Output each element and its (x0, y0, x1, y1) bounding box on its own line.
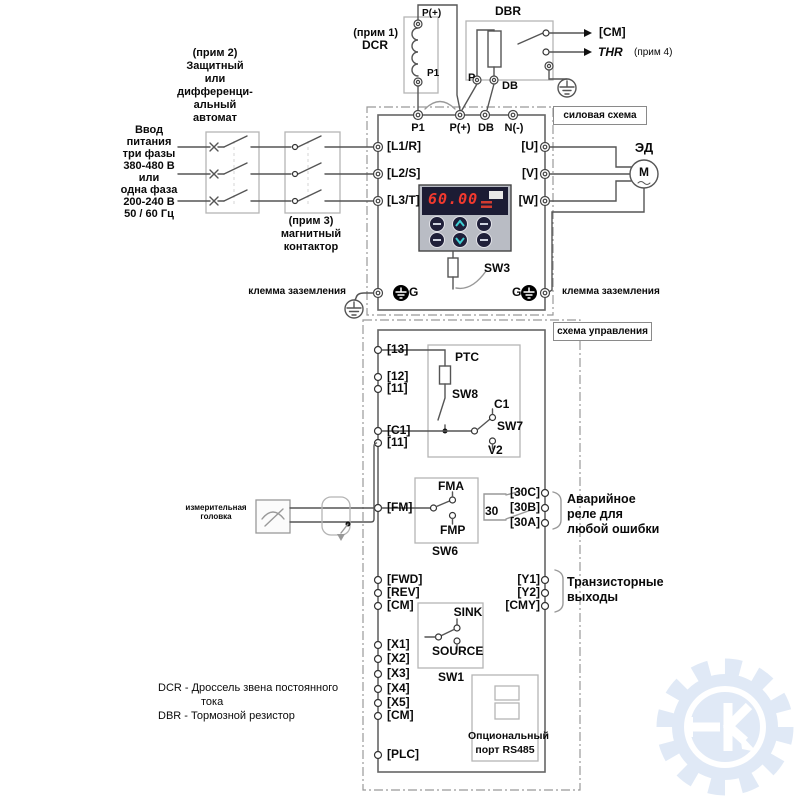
contactor-line: магнитный (280, 228, 342, 240)
earth-symbol-left (345, 300, 363, 318)
earth-symbol (558, 79, 576, 97)
ground-right-label: клемма заземления (562, 286, 660, 297)
g-right-label: G (512, 285, 522, 299)
terminal-11b-label: [11] (387, 435, 408, 449)
terminal-cmy-label: [CMY] (505, 598, 540, 612)
alarm-label-line: реле для (567, 507, 623, 521)
terminal-plc-label: [PLC] (387, 747, 419, 761)
terminal-30c-label: [30C] (509, 485, 540, 499)
supply-line: 200-240 В (123, 196, 175, 208)
transistor-label-line: выходы (567, 590, 619, 604)
sw3-switch (448, 251, 486, 289)
breaker-line: автомат (192, 112, 238, 124)
note3-label: (прим 3) (288, 215, 334, 227)
supply-line: Ввод (134, 124, 164, 136)
ground-left-label: клемма заземления (248, 286, 346, 297)
terminal-x3-label: [X3] (387, 666, 410, 680)
transistor-label-line: Транзисторные (567, 575, 664, 589)
terminal-y2-label: [Y2] (517, 585, 540, 599)
dbr-label: DBR (495, 4, 521, 18)
frequency-display: 60.00 (428, 190, 479, 208)
terminal-30a-label: [30A] (509, 515, 540, 529)
jumper-bar (425, 102, 455, 110)
fmp-label: FMP (440, 523, 466, 537)
dbr-p-terminal-label: P (468, 72, 476, 84)
supply-line: или (138, 172, 160, 184)
terminal-cm1-label: [CM] (387, 598, 414, 612)
terminal-y1-label: [Y1] (517, 572, 540, 586)
alarm-label-line: Аварийное (567, 492, 636, 506)
meter-label-line: измерительная (185, 503, 247, 512)
rs485-label-line: порт RS485 (475, 744, 535, 756)
c1-contact-label: C1 (494, 397, 510, 411)
motor-letter: M (639, 165, 649, 179)
cm-output-label: [CM] (599, 25, 626, 39)
transistor-outputs-bracket (555, 570, 563, 612)
breaker-line: альный (193, 99, 237, 111)
terminal-fwd-label: [FWD] (387, 572, 423, 586)
watermark-gear-logo (665, 667, 785, 787)
thermal-contact (518, 29, 592, 97)
ground-badge-right (521, 285, 537, 301)
terminal-cm2-label: [CM] (387, 708, 414, 722)
alarm-bracket (553, 492, 561, 529)
sw8-label: SW8 (452, 387, 479, 401)
supply-line: питания (126, 136, 172, 148)
alarm-label-line: любой ошибки (567, 522, 660, 536)
terminal-rev-label: [REV] (387, 585, 420, 599)
dcr-pplus-label: P(+) (422, 8, 442, 19)
sw6-label: SW6 (431, 544, 458, 558)
g-left-label: G (409, 285, 419, 299)
note4-label: (прим 4) (634, 47, 673, 58)
v2-contact-label: V2 (488, 443, 503, 457)
terminal-pplus-label: P(+) (449, 122, 471, 134)
thr-label: THR (598, 45, 623, 59)
source-label: SOURCE (432, 644, 484, 658)
output-terminals (541, 143, 550, 206)
power-section-tag: силовая схема (553, 106, 647, 125)
terminal-u-label: [U] (521, 139, 538, 153)
terminal-11a-label: [11] (387, 381, 408, 395)
dcr-p1-label: P1 (427, 68, 440, 79)
terminal-l2s-label: [L2/S] (387, 166, 421, 180)
terminal-x2-label: [X2] (387, 651, 410, 665)
sw1-label: SW1 (437, 670, 464, 684)
supply-line: 50 / 60 Гц (124, 208, 174, 220)
terminal-w-label: [W] (518, 193, 538, 207)
sw3-label: SW3 (484, 261, 511, 275)
terminal-v-label: [V] (522, 166, 538, 180)
control-section-tag: схема управления (553, 322, 652, 341)
rs485-label-line: Опциональный (468, 730, 549, 742)
sink-label: SINK (453, 605, 483, 619)
meter-label-line: головка (200, 512, 232, 521)
ptc-label: PTC (455, 350, 479, 364)
terminal-l1r-label: [L1/R] (387, 139, 421, 153)
terminal-x1-label: [X1] (387, 637, 410, 651)
supply-line: три фазы (122, 148, 176, 160)
dbr-braking-resistor (462, 21, 592, 110)
input-terminals (374, 143, 383, 206)
supply-wiring (178, 132, 373, 213)
terminal-x5-label: [X5] (387, 695, 410, 709)
legend-dbr-line: DBR - Тормозной резистор (158, 710, 295, 722)
note2-label: (прим 2) (192, 47, 238, 59)
fma-label: FMA (438, 479, 464, 493)
terminal-12-label: [12] (387, 369, 409, 383)
supply-line: одна фаза (120, 184, 178, 196)
terminal-db-label: DB (478, 122, 494, 134)
terminal-nminus-label: N(-) (504, 122, 524, 134)
terminal-l3t-label: [L3/T] (387, 193, 420, 207)
dbr-db-terminal-label: DB (502, 80, 518, 92)
contactor-line: контактор (283, 241, 339, 253)
breaker-line: Защитный (186, 60, 244, 72)
relay30-label: 30 (485, 504, 499, 518)
dcr-label: DCR (362, 38, 388, 52)
legend-dcr-line2: тока (201, 696, 224, 708)
breaker-line: дифференци- (177, 86, 253, 98)
cable-shield (322, 497, 350, 535)
legend-dcr-line: DCR - Дроссель звена постоянного (158, 682, 339, 694)
sw7-label: SW7 (497, 419, 524, 433)
terminal-13-label: [13] (387, 342, 409, 356)
shield-ground-arrow (337, 534, 345, 541)
breaker-line: или (204, 73, 226, 85)
motor-label: ЭД (634, 140, 654, 155)
dcr-reactor (404, 5, 460, 110)
supply-line: 380-480 В (123, 160, 175, 172)
terminal-c1-label: [C1] (387, 423, 411, 437)
terminal-x4-label: [X4] (387, 681, 410, 695)
note1-label: (прим 1) (353, 27, 398, 39)
terminal-p1-label: P1 (411, 122, 425, 134)
terminal-30b-label: [30B] (509, 500, 540, 514)
terminal-fm-label: [FM] (387, 500, 413, 514)
ground-badge-left (393, 285, 409, 301)
